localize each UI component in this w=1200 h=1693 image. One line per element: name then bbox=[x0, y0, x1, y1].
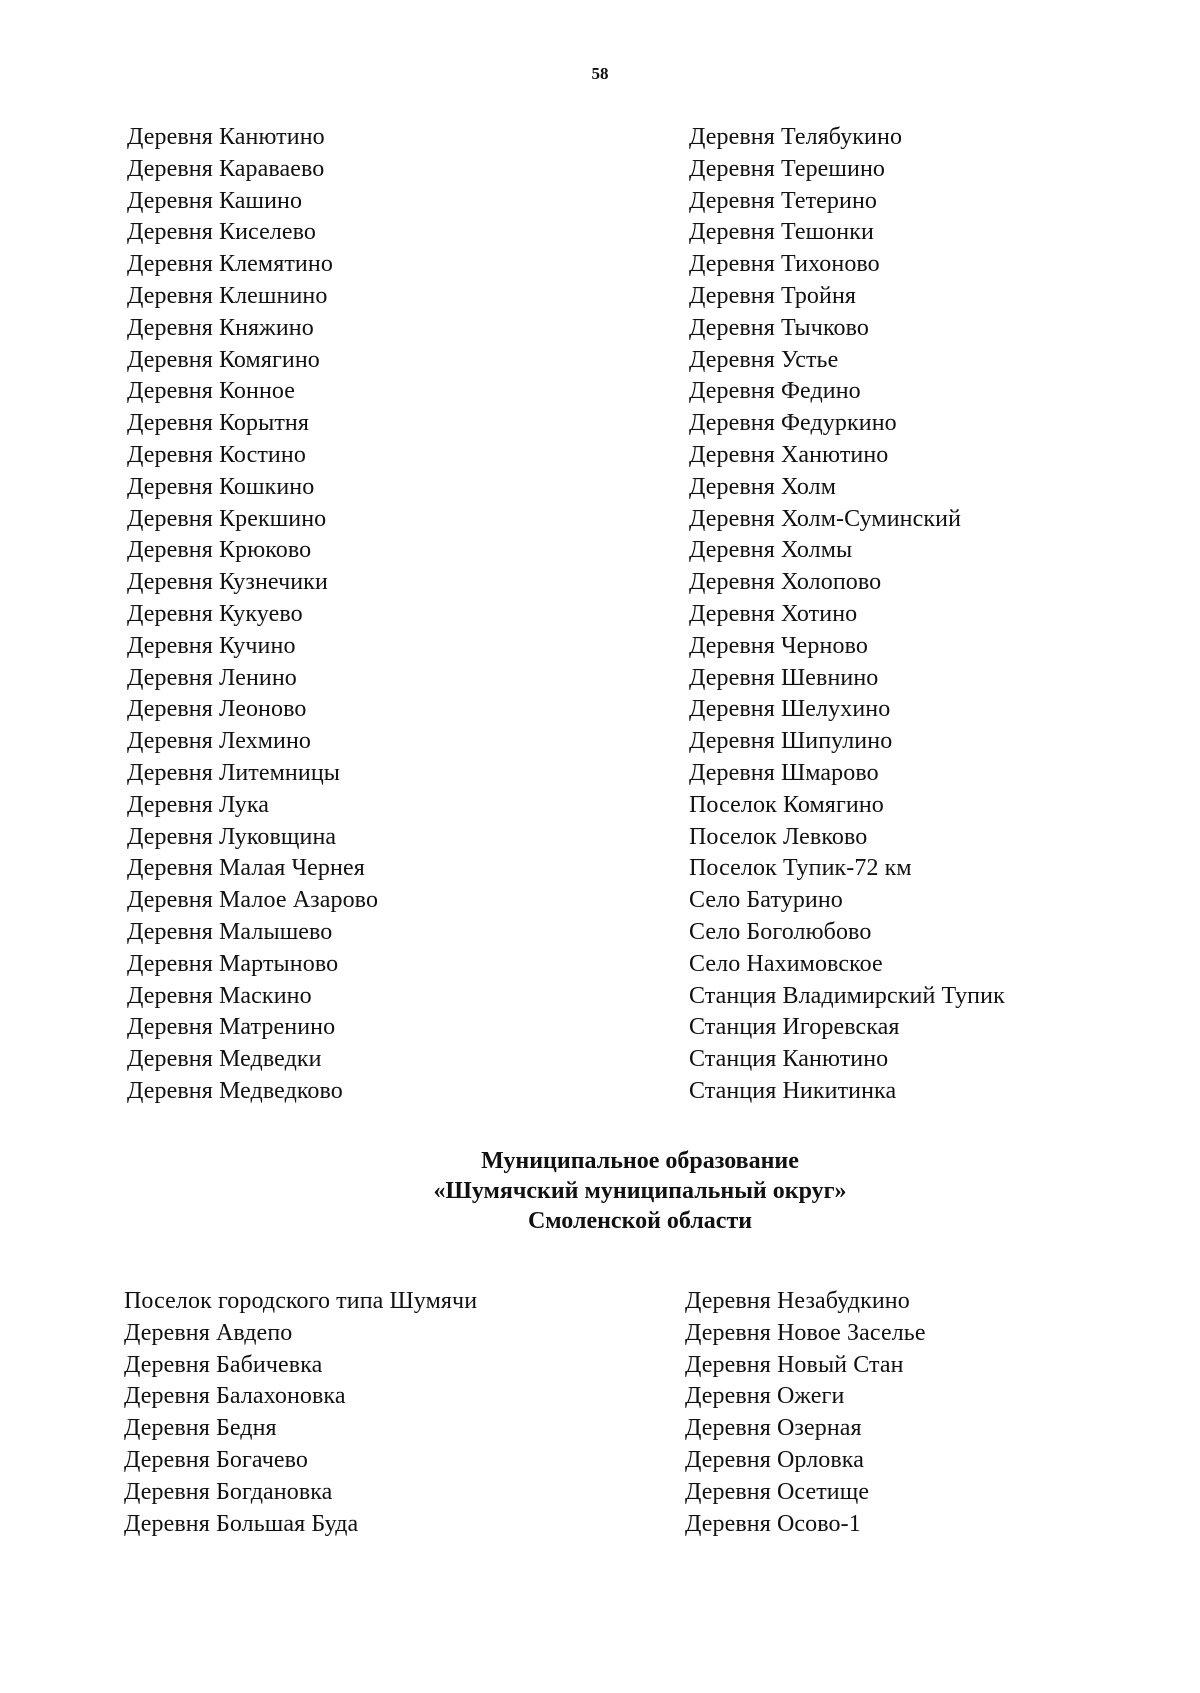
list-item: Деревня Федино bbox=[689, 378, 861, 405]
list-item: Деревня Лехмино bbox=[127, 728, 312, 755]
list-item: Село Нахимовское bbox=[689, 950, 883, 977]
list-item: Деревня Луковщина bbox=[127, 823, 337, 850]
list-item: Село Батурино bbox=[689, 887, 843, 914]
list-item: Деревня Хотино bbox=[689, 600, 858, 627]
list-item: Деревня Шмарово bbox=[689, 759, 879, 786]
list-item: Станция Владимирский Тупик bbox=[689, 982, 1005, 1009]
list-item: Деревня Корытня bbox=[127, 410, 309, 437]
list-item: Деревня Мартыново bbox=[127, 950, 339, 977]
list-item: Деревня Канютино bbox=[127, 124, 325, 150]
list-item: Станция Никитинка bbox=[689, 1077, 897, 1104]
list-item: Деревня Большая Буда bbox=[124, 1510, 359, 1537]
list-item: Деревня Холопово bbox=[689, 569, 882, 596]
list-item: Деревня Холм bbox=[689, 473, 837, 500]
list-item: Деревня Крюково bbox=[127, 537, 312, 564]
list-item: Деревня Авдепо bbox=[124, 1319, 293, 1346]
list-item: Деревня Литемницы bbox=[127, 759, 340, 786]
list-item: Деревня Тихоново bbox=[689, 251, 880, 278]
list-item: Деревня Новый Стан bbox=[685, 1351, 904, 1378]
list-item: Деревня Кукуево bbox=[127, 600, 303, 627]
list-item: Деревня Киселево bbox=[127, 219, 317, 246]
list-item: Деревня Крекшино bbox=[127, 505, 327, 532]
list-item: Деревня Ханютино bbox=[689, 441, 889, 468]
bottom-right-column bbox=[685, 1286, 926, 1540]
list-item: Деревня Малое Азарово bbox=[127, 887, 379, 914]
list-item: Деревня Незабудкино bbox=[685, 1288, 910, 1314]
list-item: Деревня Холм-Суминский bbox=[689, 505, 962, 532]
heading-line-3: Смоленской области bbox=[527, 1208, 753, 1234]
list-item: Деревня Новое Заселье bbox=[685, 1319, 926, 1346]
list-item: Деревня Малышево bbox=[127, 918, 333, 945]
list-item: Деревня Богдановка bbox=[124, 1478, 333, 1505]
list-item: Деревня Клемятино bbox=[127, 251, 333, 278]
list-item: Деревня Тешонки bbox=[689, 219, 874, 246]
list-item: Деревня Черново bbox=[689, 632, 868, 659]
list-item: Деревня Терешино bbox=[689, 155, 886, 182]
list-item: Поселок городского типа Шумячи bbox=[124, 1288, 478, 1314]
list-item: Поселок Тупик-72 км bbox=[689, 855, 912, 882]
list-item: Деревня Телябукино bbox=[689, 124, 903, 150]
list-item: Деревня Балахоновка bbox=[124, 1383, 346, 1410]
page-number: 58 bbox=[591, 64, 609, 83]
list-item: Деревня Клешнино bbox=[127, 282, 328, 309]
list-item: Деревня Бабичевка bbox=[124, 1351, 323, 1378]
list-item: Деревня Тройня bbox=[689, 282, 857, 309]
list-item: Поселок Комягино bbox=[689, 791, 884, 818]
list-item: Деревня Костино bbox=[127, 441, 306, 468]
heading-line-2: «Шумячский муниципальный округ» bbox=[433, 1178, 847, 1204]
list-item: Деревня Медведки bbox=[127, 1046, 322, 1073]
list-item: Деревня Ожеги bbox=[685, 1383, 845, 1410]
list-item: Село Боголюбово bbox=[689, 918, 872, 945]
list-item: Деревня Княжино bbox=[127, 314, 314, 341]
list-item: Деревня Тычково bbox=[689, 314, 869, 341]
list-item: Деревня Матренино bbox=[127, 1014, 336, 1041]
heading-line-1: Муниципальное образование bbox=[481, 1148, 799, 1174]
list-item: Деревня Конное bbox=[127, 378, 296, 405]
section-heading bbox=[0, 1146, 1200, 1236]
list-item: Деревня Кошкино bbox=[127, 473, 315, 500]
list-item: Деревня Медведково bbox=[127, 1077, 343, 1104]
list-item: Поселок Левково bbox=[689, 823, 868, 850]
list-item: Деревня Лука bbox=[127, 791, 270, 818]
top-left-column bbox=[127, 122, 378, 1108]
list-item: Деревня Богачево bbox=[124, 1446, 308, 1473]
list-item: Деревня Шевнино bbox=[689, 664, 879, 691]
bottom-left-column bbox=[124, 1286, 477, 1540]
list-item: Деревня Леоново bbox=[127, 696, 307, 723]
list-item: Деревня Ленино bbox=[127, 664, 297, 691]
list-item: Деревня Федуркино bbox=[689, 410, 897, 437]
list-item: Станция Канютино bbox=[689, 1046, 889, 1073]
list-item: Станция Игоревская bbox=[689, 1014, 900, 1041]
list-item: Деревня Маскино bbox=[127, 982, 312, 1009]
list-item: Деревня Осетище bbox=[685, 1478, 870, 1505]
list-item: Деревня Озерная bbox=[685, 1415, 862, 1442]
list-item: Деревня Орловка bbox=[685, 1446, 864, 1473]
list-item: Деревня Комягино bbox=[127, 346, 320, 373]
top-right-column bbox=[689, 122, 1005, 1108]
list-item: Деревня Кашино bbox=[127, 187, 303, 214]
list-item: Деревня Шипулино bbox=[689, 728, 893, 755]
list-item: Деревня Устье bbox=[689, 346, 839, 373]
list-item: Деревня Кучино bbox=[127, 632, 296, 659]
list-item: Деревня Бедня bbox=[124, 1415, 277, 1442]
list-item: Деревня Малая Чернея bbox=[127, 855, 365, 882]
list-item: Деревня Холмы bbox=[689, 537, 853, 564]
list-item: Деревня Осово-1 bbox=[685, 1510, 861, 1537]
list-item: Деревня Кузнечики bbox=[127, 569, 328, 596]
list-item: Деревня Тетерино bbox=[689, 187, 878, 214]
list-item: Деревня Шелухино bbox=[689, 696, 891, 723]
list-item: Деревня Караваево bbox=[127, 155, 325, 182]
